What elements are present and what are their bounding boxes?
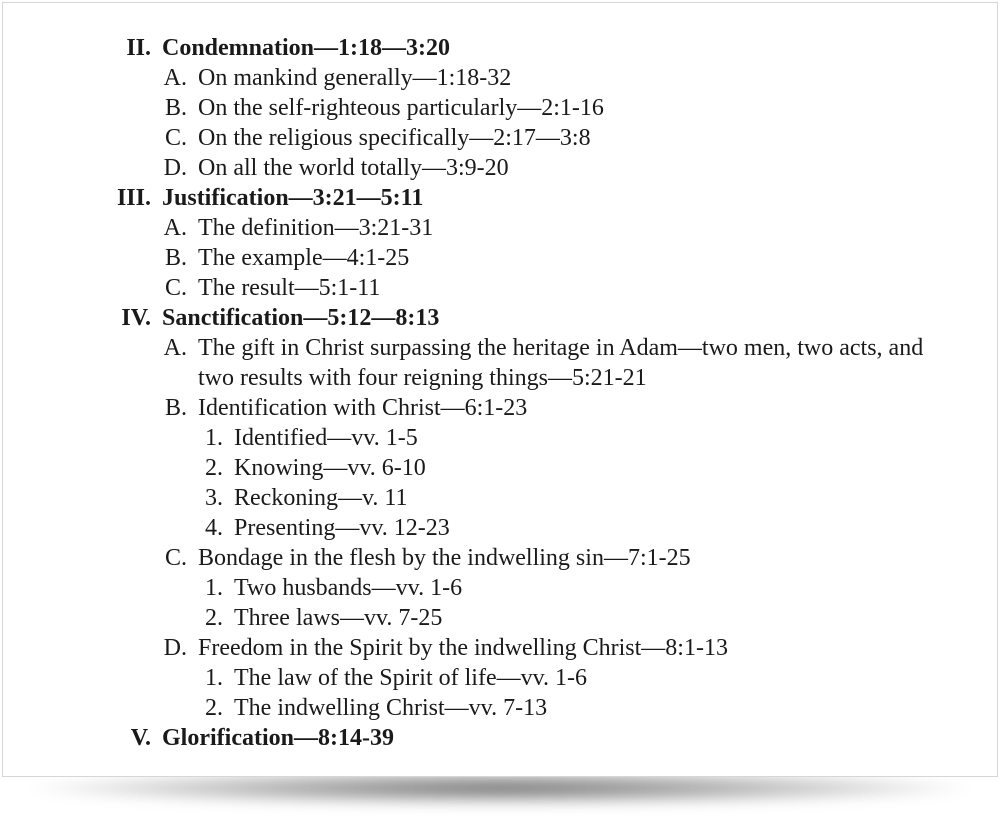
outline-item bbox=[3, 393, 1000, 423]
outline-item bbox=[3, 213, 1000, 243]
heading-number: IV. bbox=[121, 305, 151, 331]
outline-subitem bbox=[3, 573, 1000, 603]
outline-subitem bbox=[3, 663, 1000, 693]
subitem-number: 2. bbox=[205, 605, 223, 631]
outline-item bbox=[3, 243, 1000, 273]
subitem-number: 4. bbox=[205, 515, 223, 541]
outline-heading bbox=[3, 33, 1000, 63]
heading-number: III. bbox=[116, 185, 151, 211]
item-letter: B. bbox=[164, 245, 187, 271]
outline-item bbox=[3, 153, 1000, 183]
item-letter: A. bbox=[163, 335, 187, 361]
outline-subitem bbox=[3, 423, 1000, 453]
item-letter: D. bbox=[163, 635, 187, 661]
outline-item bbox=[3, 273, 1000, 303]
subitem-text: The indwelling Christ—vv. 7-13 bbox=[234, 695, 548, 721]
subitem-number: 1. bbox=[205, 425, 223, 451]
item-letter: C. bbox=[164, 275, 187, 301]
subitem-text: Presenting—vv. 12-23 bbox=[234, 515, 450, 541]
heading-title: Condemnation—1:18—3:20 bbox=[162, 35, 451, 61]
outline-subitem bbox=[3, 603, 1000, 633]
outline-subitem bbox=[3, 483, 1000, 513]
heading-title: Glorification—8:14-39 bbox=[162, 725, 394, 751]
outline-subitem bbox=[3, 693, 1000, 723]
subitem-number: 1. bbox=[205, 575, 223, 601]
subitem-text: The law of the Spirit of life—vv. 1-6 bbox=[234, 665, 588, 691]
heading-title: Sanctification—5:12—8:13 bbox=[162, 305, 440, 331]
item-text: Identification with Christ—6:1-23 bbox=[198, 395, 528, 421]
outline-item bbox=[3, 63, 1000, 93]
item-text: The gift in Christ surpassing the heritage in Adam—two men, two acts, and two results with four reigning things—5:21-21 bbox=[198, 335, 924, 391]
item-text: The example—4:1-25 bbox=[198, 245, 410, 271]
subitem-text: Two husbands—vv. 1-6 bbox=[234, 575, 463, 601]
document-page bbox=[2, 2, 998, 777]
item-letter: D. bbox=[163, 155, 187, 181]
subitem-number: 3. bbox=[205, 485, 223, 511]
item-text: Freedom in the Spirit by the indwelling Christ—8:1-13 bbox=[198, 635, 728, 661]
subitem-number: 2. bbox=[205, 695, 223, 721]
outline-heading bbox=[3, 183, 1000, 213]
item-text: On mankind generally—1:18-32 bbox=[198, 65, 512, 91]
heading-number: II. bbox=[126, 35, 151, 61]
subitem-number: 1. bbox=[205, 665, 223, 691]
subitem-text: Reckoning—v. 11 bbox=[234, 485, 408, 511]
subitem-number: 2. bbox=[205, 455, 223, 481]
item-text: The definition—3:21-31 bbox=[198, 215, 434, 241]
outline-item bbox=[3, 333, 1000, 393]
outline bbox=[3, 33, 1000, 753]
item-letter: C. bbox=[164, 545, 187, 571]
outline-item bbox=[3, 123, 1000, 153]
outline-item bbox=[3, 93, 1000, 123]
outline-subitem bbox=[3, 453, 1000, 483]
subitem-text: Knowing—vv. 6-10 bbox=[234, 455, 426, 481]
item-letter: C. bbox=[164, 125, 187, 151]
outline-item bbox=[3, 543, 1000, 573]
outline-subitem bbox=[3, 513, 1000, 543]
item-text: The result—5:1-11 bbox=[198, 275, 381, 301]
item-text: On the religious specifically—2:17—3:8 bbox=[198, 125, 591, 151]
heading-title: Justification—3:21—5:11 bbox=[162, 185, 424, 211]
outline-item bbox=[3, 633, 1000, 663]
item-letter: B. bbox=[164, 95, 187, 121]
item-letter: A. bbox=[163, 65, 187, 91]
item-letter: A. bbox=[163, 215, 187, 241]
item-letter: B. bbox=[164, 395, 187, 421]
heading-number: V. bbox=[130, 725, 151, 751]
outline-heading bbox=[3, 723, 1000, 753]
item-text: On the self-righteous particularly—2:1-16 bbox=[198, 95, 604, 121]
outline-heading bbox=[3, 303, 1000, 333]
subitem-text: Identified—vv. 1-5 bbox=[234, 425, 418, 451]
subitem-text: Three laws—vv. 7-25 bbox=[234, 605, 443, 631]
item-text: Bondage in the flesh by the indwelling sin—7:1-25 bbox=[198, 545, 691, 571]
item-text: On all the world totally—3:9-20 bbox=[198, 155, 509, 181]
